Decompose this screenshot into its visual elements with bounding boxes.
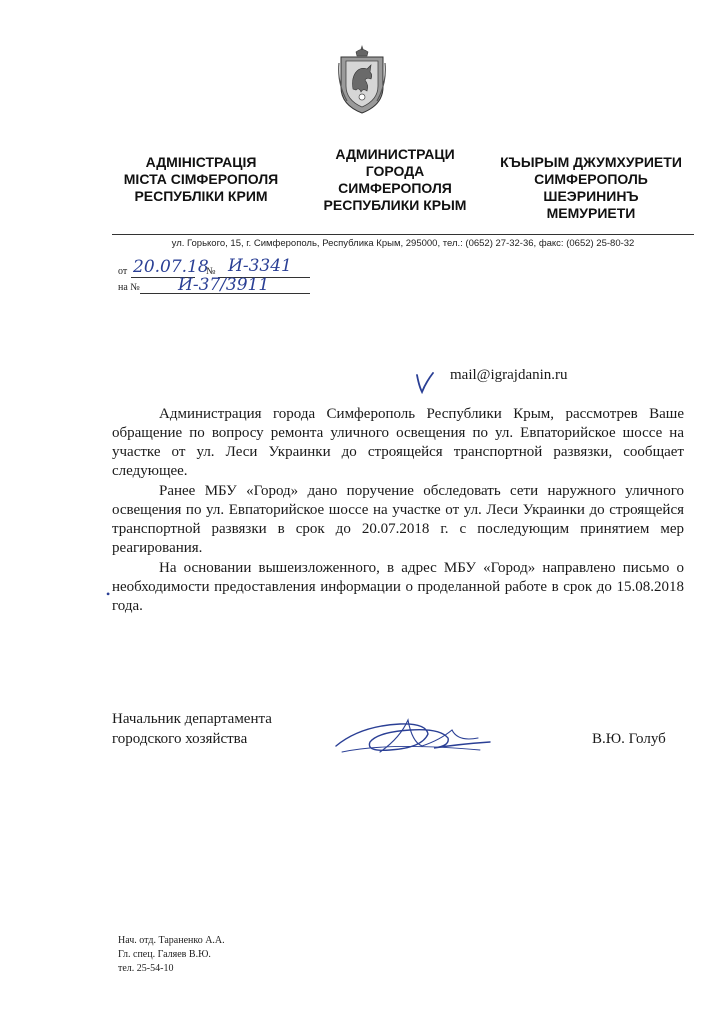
handwritten-date: 20.07.18 — [133, 257, 209, 277]
handwritten-number: И-3341 — [228, 256, 292, 276]
header-ukrainian-line: АДМІНІСТРАЦІЯ — [145, 154, 257, 170]
header-russian-line: СИМФЕРОПОЛЯ — [338, 180, 452, 196]
header-crimean-tatar-line: СИМФЕРОПОЛЬ — [534, 171, 648, 187]
executor-line: тел. 25-54-10 — [118, 963, 174, 974]
handwritten-reply-number: И-37/3911 — [178, 275, 270, 295]
body-paragraph: Ранее МБУ «Город» дано поручение обследовать сети наружного уличного освещения по ул. Евпаторийское шоссе на участке от ул. Леси Украинки до строящейся транспортной развязки в срок до 20.07.2018 г. с последующим принятием мер реагирования. — [112, 483, 684, 556]
header-ukrainian-line: МІСТА СІМФЕРОПОЛЯ — [123, 171, 279, 187]
header-crimean-tatar — [494, 154, 688, 222]
header-divider — [112, 234, 694, 235]
body-paragraph: Администрация города Симферополь Республики Крым, рассмотрев Ваше обращение по вопросу ремонта уличного освещения по ул. Евпаторийское шоссе на участке от ул. Леси Украинки до строящейся транспортной развязки, сообщает следующее. — [112, 406, 684, 479]
executor-line: Нач. отд. Тараненко А.А. — [118, 935, 225, 946]
header-crimean-tatar-line: МЕМУРИЕТИ — [546, 205, 636, 221]
signatory-position — [112, 709, 272, 749]
header-russian-line: РЕСПУБЛИКИ КРЫМ — [323, 197, 467, 213]
crimea-coat-of-arms-icon — [337, 43, 387, 117]
handwritten-signature-icon — [330, 712, 495, 760]
executor-info — [118, 934, 225, 976]
from-label: от — [118, 266, 128, 277]
header-ukrainian-line: РЕСПУБЛІКИ КРИМ — [134, 188, 268, 204]
header-ukrainian — [112, 154, 290, 205]
header-russian — [305, 146, 485, 214]
ink-dot-mark: • — [106, 587, 111, 601]
body-paragraph: На основании вышеизложенного, в адрес МБУ «Город» направлено письмо о необходимости предоставления информации о проделанной работе в срок до 15.08.2018 года. — [112, 560, 684, 614]
address-line: ул. Горького, 15, г. Симферополь, Республика Крым, 295000, тел.: (0652) 27-32-36, факс: (0652) 25-80-32 — [171, 238, 635, 249]
letter-body — [112, 405, 684, 617]
number-label: № — [206, 266, 216, 277]
signatory-name: В.Ю. Голуб — [592, 731, 666, 747]
position-line: Начальник департамента — [112, 711, 272, 727]
position-line: городского хозяйства — [112, 731, 248, 747]
recipient-email: mail@igrajdanin.ru — [450, 367, 568, 383]
executor-line: Гл. спец. Галяев В.Ю. — [118, 949, 211, 960]
reply-label: на № — [118, 282, 140, 293]
header-crimean-tatar-line: ШЕЭРИНИНЪ — [543, 188, 639, 204]
header-russian-line: ГОРОДА — [365, 163, 425, 179]
header-crimean-tatar-line: КЪЫРЫМ ДЖУМХУРИЕТИ — [500, 154, 682, 170]
header-russian-line: АДМИНИСТРАЦИ — [335, 146, 455, 162]
handwritten-check-icon — [414, 372, 436, 394]
